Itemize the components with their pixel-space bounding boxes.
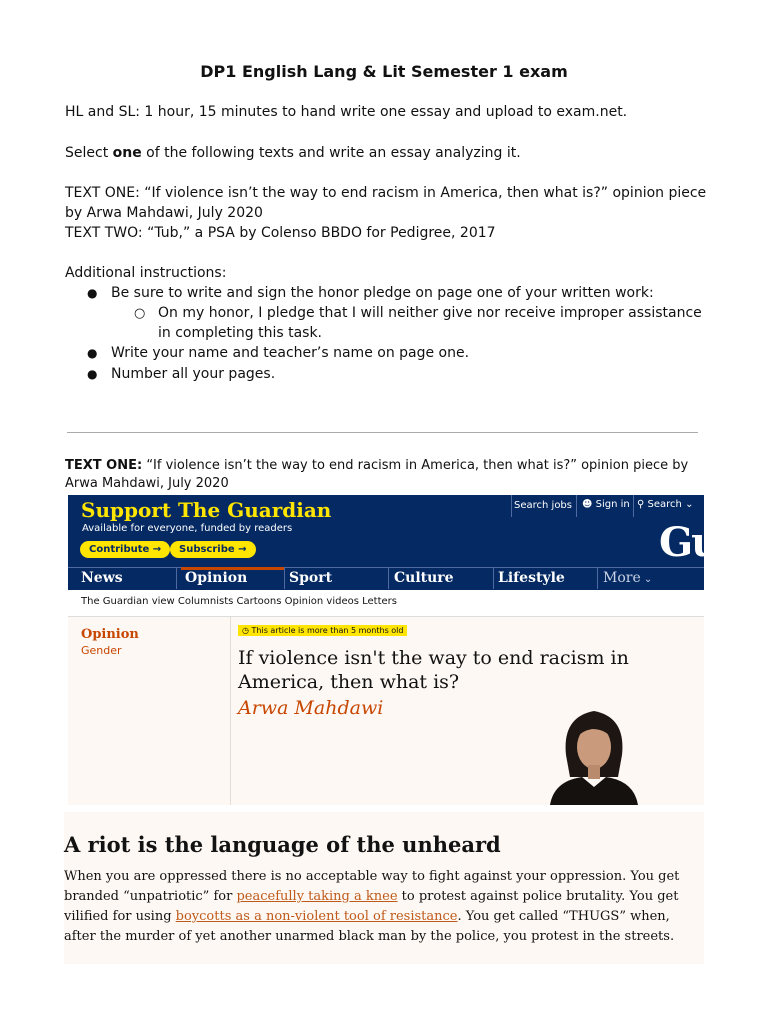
bullet-name: Write your name and teacher’s name on page one.	[111, 345, 470, 361]
nav-opinion[interactable]: Opinion	[185, 570, 248, 586]
guardian-support-banner	[68, 495, 719, 567]
select-bold: one	[112, 145, 142, 161]
line3-post: . You get called “THUGS” when,	[457, 909, 670, 924]
subnav-links	[81, 596, 397, 607]
link-boycotts[interactable]: boycotts as a non-violent tool of resistance	[175, 909, 458, 924]
nav-lifestyle[interactable]: Lifestyle	[498, 570, 565, 586]
support-tagline: Available for everyone, funded by readers	[82, 523, 293, 534]
select-instruction	[65, 143, 521, 163]
text-one-heading-rest: “If violence isn’t the way to end racism in America, then what is?” opinion piece by	[142, 458, 689, 473]
subscribe-button[interactable]: Subscribe →	[170, 541, 256, 558]
column-divider	[230, 617, 231, 805]
honor-pledge-text: On my honor, I pledge that I will neither give nor receive improper assistance	[158, 305, 702, 321]
article-byline[interactable]: Arwa Mahdawi	[238, 697, 384, 719]
sign-in-link[interactable]	[582, 499, 630, 510]
search-link[interactable]	[637, 499, 693, 510]
nav-more[interactable]	[603, 570, 652, 586]
subnav-opinion-videos[interactable]: Opinion videos	[284, 596, 359, 607]
chevron-down-icon: ⌄	[640, 574, 653, 585]
text-two-line: TEXT TWO: “Tub,” a PSA by Colenso BBDO for Pedigree, 2017	[65, 225, 496, 241]
nav-divider	[284, 567, 285, 589]
select-post: of the following texts and write an essay analyzing it.	[141, 145, 521, 161]
exam-duration-text: HL and SL: 1 hour, 15 minutes to hand write one essay and upload to exam.net.	[65, 104, 628, 120]
bullet-icon: ●	[87, 286, 98, 300]
bullet-icon: ●	[87, 346, 98, 360]
search-jobs-link[interactable]: Search jobs	[514, 500, 572, 511]
guardian-article-header	[68, 617, 704, 805]
search-label: Search	[647, 499, 682, 510]
article-paragraph-line-2	[64, 887, 678, 907]
nav-more-label: More	[603, 570, 641, 586]
nav-culture[interactable]: Culture	[394, 570, 454, 586]
bullet-honor-pledge: Be sure to write and sign the honor pledge on page one of your written work:	[111, 285, 654, 301]
subnav-letters[interactable]: Letters	[362, 596, 397, 607]
section-gender[interactable]: Gender	[81, 644, 122, 657]
subnav-guardian-view[interactable]: The Guardian view	[81, 596, 175, 607]
subnav-columnists[interactable]: Columnists	[177, 596, 234, 607]
section-divider	[67, 432, 698, 433]
honor-pledge-text-2: in completing this task.	[158, 325, 323, 341]
age-warning-badge	[238, 625, 407, 636]
text-one-line: TEXT ONE: “If violence isn’t the way to end racism in America, then what is?” opinion piece	[65, 185, 707, 201]
sign-in-label: Sign in	[595, 499, 630, 510]
bullet-icon: ●	[87, 367, 98, 381]
article-headline-2: America, then what is?	[238, 671, 460, 693]
guardian-logo: Gu	[659, 519, 719, 566]
support-heading: Support The Guardian	[81, 498, 332, 522]
top-divider	[633, 495, 634, 517]
text-one-heading-line2: Arwa Mahdawi, July 2020	[65, 476, 229, 491]
nav-divider	[493, 567, 494, 589]
search-icon: ⚲	[637, 499, 645, 510]
select-pre: Select	[65, 145, 113, 161]
article-paragraph-line-3	[64, 907, 670, 927]
user-icon: ☻	[582, 499, 593, 510]
link-taking-a-knee[interactable]: peacefully taking a knee	[236, 889, 398, 904]
nav-divider	[176, 567, 177, 589]
article-excerpt	[64, 812, 704, 964]
article-paragraph-line-1: When you are oppressed there is no acceptable way to fight against your oppression. You get	[64, 869, 680, 884]
line2-pre: branded “unpatriotic” for	[64, 889, 237, 904]
text-one-heading	[65, 457, 688, 475]
line2-post: to protest against police brutality. You get	[397, 889, 679, 904]
top-divider	[576, 495, 577, 517]
top-divider	[511, 495, 512, 517]
guardian-screenshot	[68, 495, 719, 805]
nav-divider	[597, 567, 598, 589]
guardian-subnav	[68, 590, 704, 617]
article-subheading: A riot is the language of the unheard	[64, 832, 501, 857]
clock-icon: ◷	[242, 626, 249, 635]
text-one-label: TEXT ONE:	[65, 458, 143, 473]
author-photo	[544, 697, 644, 805]
text-one-line-2: by Arwa Mahdawi, July 2020	[65, 205, 263, 221]
contribute-button[interactable]: Contribute →	[80, 541, 170, 558]
bullet-number-pages: Number all your pages.	[111, 366, 276, 382]
sub-bullet-icon: ○	[134, 306, 146, 321]
article-paragraph-line-4: after the murder of yet another unarmed black man by the police, you protest in the streets.	[64, 929, 675, 944]
subnav-cartoons[interactable]: Cartoons	[236, 596, 282, 607]
line3-pre: vilified for using	[64, 909, 176, 924]
age-warning-text: This article is more than 5 months old	[251, 626, 404, 635]
page-title: DP1 English Lang & Lit Semester 1 exam	[200, 62, 568, 81]
additional-instructions-label: Additional instructions:	[65, 265, 227, 281]
nav-sport[interactable]: Sport	[289, 570, 333, 586]
nav-divider	[388, 567, 389, 589]
nav-news[interactable]: News	[81, 570, 123, 586]
section-opinion[interactable]: Opinion	[81, 627, 139, 642]
chevron-down-icon: ⌄	[685, 499, 694, 510]
article-headline-1: If violence isn't the way to end racism in	[238, 647, 629, 669]
